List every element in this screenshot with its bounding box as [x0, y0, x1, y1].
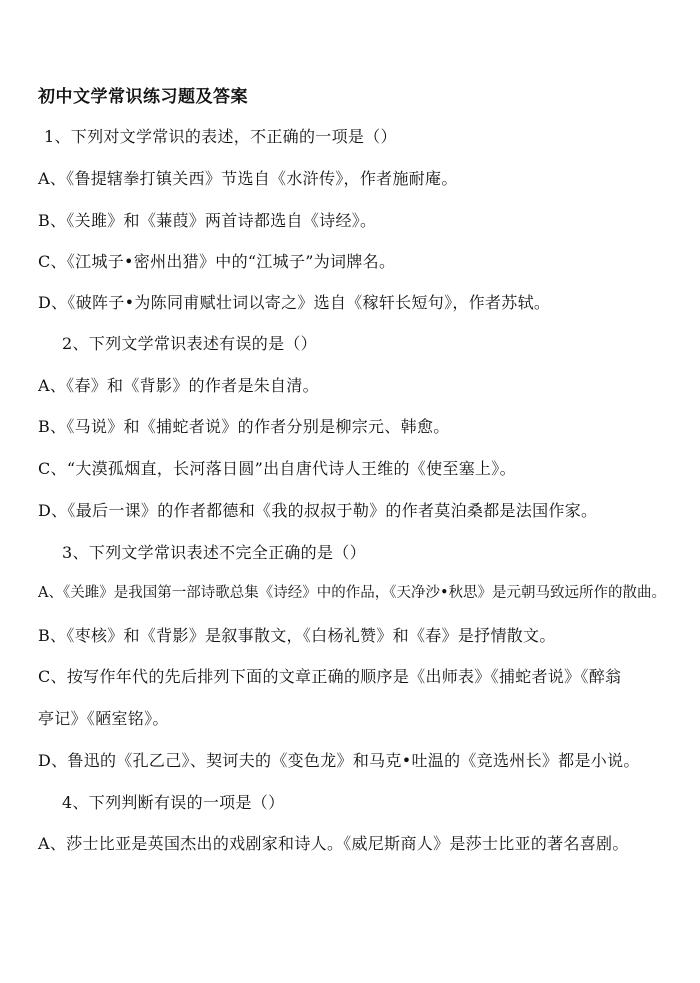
question-2-option-d: D、《最后一课》的作者都德和《我的叔叔于勒》的作者莫泊桑都是法国作家。: [38, 501, 598, 520]
question-3-option-a: A、《关雎》是我国第一部诗歌总集《诗经》中的作品，《天净沙•秋思》是元朝马致远所作的散曲。: [38, 585, 667, 601]
question-3-stem: 3、下列文学常识表述不完全正确的是（）: [62, 543, 366, 562]
question-3-option-c-continued: 亭记》《陋室铭》。: [38, 709, 169, 728]
question-2-option-c: C、“大漠孤烟直，长河落日圆”出自唐代诗人王维的《使至塞上》。: [38, 459, 516, 478]
question-2-option-b: B、《马说》和《捕蛇者说》的作者分别是柳宗元、韩愈。: [38, 417, 450, 436]
question-3-option-b: B、《枣核》和《背影》是叙事散文，《白杨礼赞》和《春》是抒情散文。: [38, 626, 556, 645]
question-1-option-b: B、《关雎》和《蒹葭》两首诗都选自《诗经》。: [38, 211, 377, 230]
question-2-stem: 2、下列文学常识表述有误的是（）: [62, 334, 317, 353]
question-4-option-a: A、莎士比亚是英国杰出的戏剧家和诗人。《威尼斯商人》是莎士比亚的著名喜剧。: [38, 834, 629, 853]
question-1-option-c: C、《江城子•密州出猎》中的“江城子”为词牌名。: [38, 252, 396, 271]
question-4-stem: 4、下列判断有误的一项是（）: [62, 793, 285, 812]
question-2-option-a: A、《春》和《背影》的作者是朱自清。: [38, 376, 319, 395]
document-title: 初中文学常识练习题及答案: [38, 87, 248, 107]
question-1-stem: 1、下列对文学常识的表述，不正确的一项是（）: [44, 127, 397, 146]
question-3-option-c: C、按写作年代的先后排列下面的文章正确的顺序是《出师表》《捕蛇者说》《醉翁: [38, 667, 622, 686]
question-3-option-d: D、鲁迅的《孔乙己》、契诃夫的《变色龙》和马克•吐温的《竞选州长》都是小说。: [38, 751, 640, 770]
question-1-option-d: D、《破阵子•为陈同甫赋壮词以寄之》选自《稼轩长短句》，作者苏轼。: [38, 293, 551, 312]
question-1-option-a: A、《鲁提辖拳打镇关西》节选自《水浒传》，作者施耐庵。: [38, 169, 458, 188]
